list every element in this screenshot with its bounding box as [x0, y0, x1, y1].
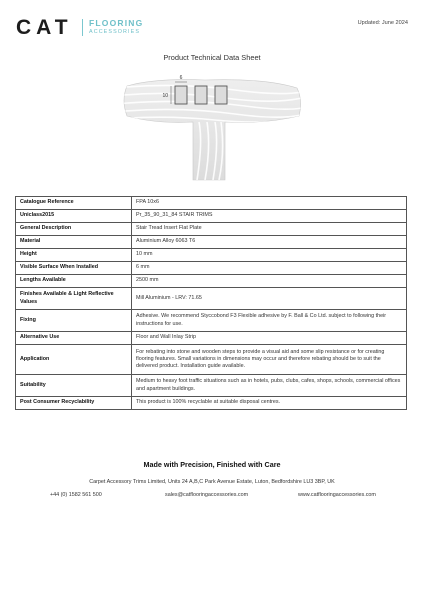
table-row — [16, 310, 407, 332]
spec-value: Stair Tread Insert Flat Plate — [132, 223, 407, 236]
spec-label: Catalogue Reference — [16, 197, 132, 210]
footer-email-link[interactable]: sales@catflooringaccessories.com — [165, 492, 249, 498]
spec-label: Material — [16, 236, 132, 249]
brand-logo: CAT — [16, 16, 73, 39]
spec-label: Finishes Available & Light Reflective Values — [16, 288, 132, 310]
footer-tagline: Made with Precision, Finished with Care — [143, 460, 281, 469]
insert-plates — [175, 86, 227, 104]
header — [16, 14, 408, 42]
product-illustration — [115, 72, 305, 182]
table-row — [16, 236, 407, 249]
spec-value: Adhesive. We recommend Styccobond F3 Flexible adhesive by F. Ball & Co Ltd. subject to following their instructions for use. — [132, 310, 407, 332]
spec-value: Floor and Wall Inlay Strip — [132, 332, 407, 345]
table-row — [16, 262, 407, 275]
spec-label: Uniclass2015 — [16, 210, 132, 223]
spec-value: FPA 10x6 — [132, 197, 407, 210]
spec-value: 10 mm — [132, 249, 407, 262]
spec-value: 6 mm — [132, 262, 407, 275]
table-row — [16, 275, 407, 288]
table-row — [16, 345, 407, 375]
table-row — [16, 375, 407, 397]
spec-table — [15, 196, 407, 410]
stair-tread-shape — [124, 80, 301, 180]
height-dimension-label: 10 — [162, 93, 168, 99]
brand-subtitle-flooring: FLOORING — [89, 18, 144, 28]
spec-value: This product is 100% recyclable at suitable disposal centres. — [132, 397, 407, 410]
spec-value: Aluminium Alloy 6063 T6 — [132, 236, 407, 249]
table-row — [16, 210, 407, 223]
spec-value: Mill Aluminium - LRV: 71.65 — [132, 288, 407, 310]
spec-label: Fixing — [16, 310, 132, 332]
spec-label: Post Consumer Recyclability — [16, 397, 132, 410]
spec-label: General Description — [16, 223, 132, 236]
table-row — [16, 288, 407, 310]
table-row — [16, 332, 407, 345]
spec-value: For rebating into stone and wooden steps to provide a visual aid and some slip resistance or for creating flooring features. Small variations in dimensions may occur and therefore rebating should be to suit the delivered product. Installation guide available. — [132, 345, 407, 375]
table-row — [16, 397, 407, 410]
footer-website-link[interactable]: www.catflooringaccessories.com — [298, 492, 376, 498]
logo-divider — [82, 19, 83, 36]
width-dimension-label: 6 — [179, 75, 183, 81]
footer-phone: +44 (0) 1582 561 500 — [50, 492, 102, 498]
footer-address: Carpet Accessory Trims Limited, Units 24 A,B,C Park Avenue Estate, Luton, Bedfordshire LU3 3BP, UK — [89, 479, 335, 485]
spec-label: Height — [16, 249, 132, 262]
spec-value: Pr_35_90_31_84 STAIR TRIMS — [132, 210, 407, 223]
spec-label: Alternative Use — [16, 332, 132, 345]
page-title: Product Technical Data Sheet — [163, 53, 261, 62]
table-row — [16, 249, 407, 262]
spec-label: Visible Surface When Installed — [16, 262, 132, 275]
table-row — [16, 197, 407, 210]
table-row — [16, 223, 407, 236]
spec-value: 2500 mm — [132, 275, 407, 288]
updated-date: Updated: June 2024 — [357, 20, 408, 26]
brand-subtitle-accessories: ACCESSORIES — [89, 29, 141, 35]
spec-label: Lengths Available — [16, 275, 132, 288]
spec-label: Application — [16, 345, 132, 375]
spec-label: Suitability — [16, 375, 132, 397]
spec-value: Medium to heavy foot traffic situations such as in hotels, pubs, clubs, cafes, shops, schools, commercial offices and apartment buildings. — [132, 375, 407, 397]
